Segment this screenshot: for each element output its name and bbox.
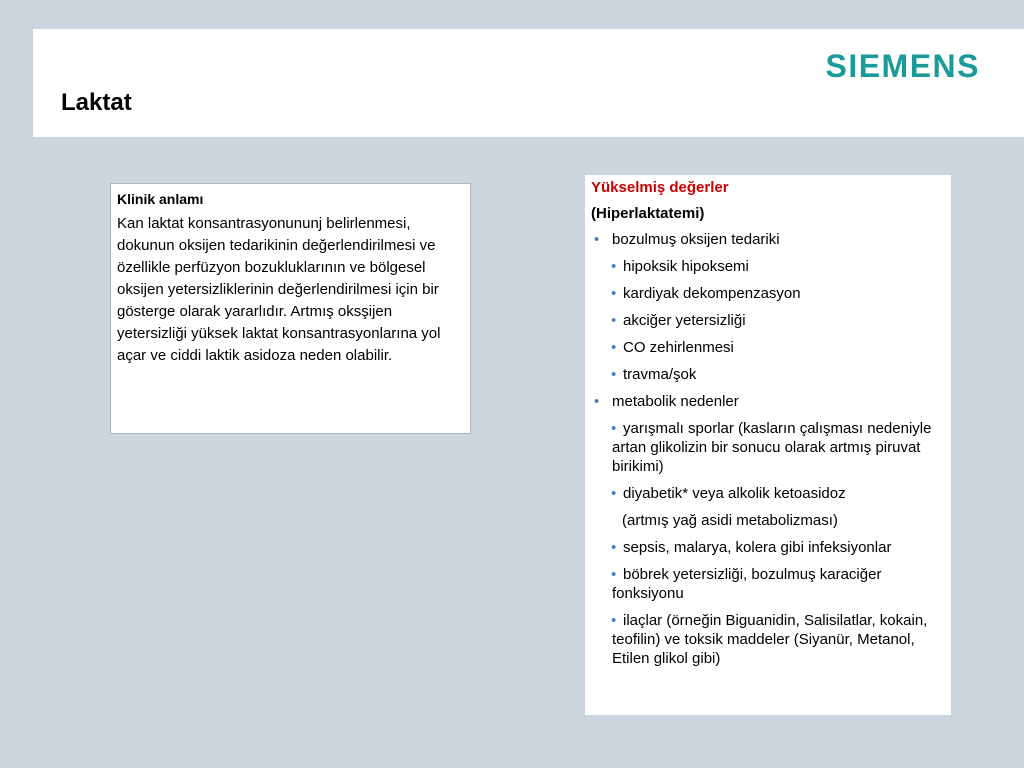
list-item: • yarışmalı sporlar (kasların çalışması nedeniyle artan glikolizin bir sonucu olarak artmış piruvat birikimi) (611, 420, 932, 475)
bullet-icon: • (594, 393, 600, 410)
bullet-icon: • (611, 539, 617, 556)
list-item: • sepsis, malarya, kolera gibi infeksiyonlar (611, 539, 892, 556)
hyperlactatemia-subheading: (Hiperlaktatemi) (591, 205, 705, 222)
list-item: • ilaçlar (örneğin Biguanidin, Salisilatlar, kokain, teofilin) ve toksik maddeler (Siyanür, Metanol, Etilen glikol gibi) (611, 612, 928, 667)
elevated-values-box (585, 175, 951, 715)
bullet-icon: • (611, 366, 617, 383)
list-item: • akciğer yetersizliği (611, 312, 746, 329)
clinical-meaning-box (110, 183, 471, 434)
list-item: • hipoksik hipoksemi (611, 258, 749, 275)
list-item: • travma/şok (611, 366, 697, 383)
elevated-values-heading: Yükselmiş değerler (591, 179, 729, 196)
bullet-icon: • (611, 566, 617, 583)
list-item: • CO zehirlenmesi (611, 339, 734, 356)
bullet-icon: • (611, 485, 617, 502)
list-item: • diyabetik* veya alkolik ketoasidoz (611, 485, 846, 502)
list-item: • metabolik nedenler (594, 393, 739, 410)
bullet-icon: • (611, 285, 617, 302)
bullet-icon: • (611, 312, 617, 329)
bullet-icon: • (611, 612, 617, 629)
siemens-logo: SIEMENS (825, 48, 980, 84)
bullet-icon: • (594, 231, 600, 248)
list-item: • kardiyak dekompenzasyon (611, 285, 801, 302)
list-item: • böbrek yetersizliği, bozulmuş karaciğer fonksiyonu (611, 566, 882, 602)
clinical-meaning-text: Kan laktat konsantrasyonununj belirlenmesi, dokunun oksijen tedarikinin değerlendirilmesi ve özellikle perfüzyon bozukluklarının ve bölgesel oksijen yetersizliklerinin değerlendirilmesi için bir gösterge olarak yararlıdır. Artmış oksşijen yetersizliği yüksek laktat konsantrasyonlarına yol açar ve ciddi laktik asidoza neden olabilir. (117, 215, 441, 364)
bullet-icon: • (611, 258, 617, 275)
bullet-icon: • (611, 339, 617, 356)
slide-header (33, 29, 1024, 137)
slide-title: Laktat (61, 89, 132, 116)
bullet-icon: • (611, 420, 617, 437)
list-item: • bozulmuş oksijen tedariki (594, 231, 780, 248)
list-item: (artmış yağ asidi metabolizması) (622, 512, 838, 529)
clinical-meaning-heading: Klinik anlamı (117, 191, 204, 207)
